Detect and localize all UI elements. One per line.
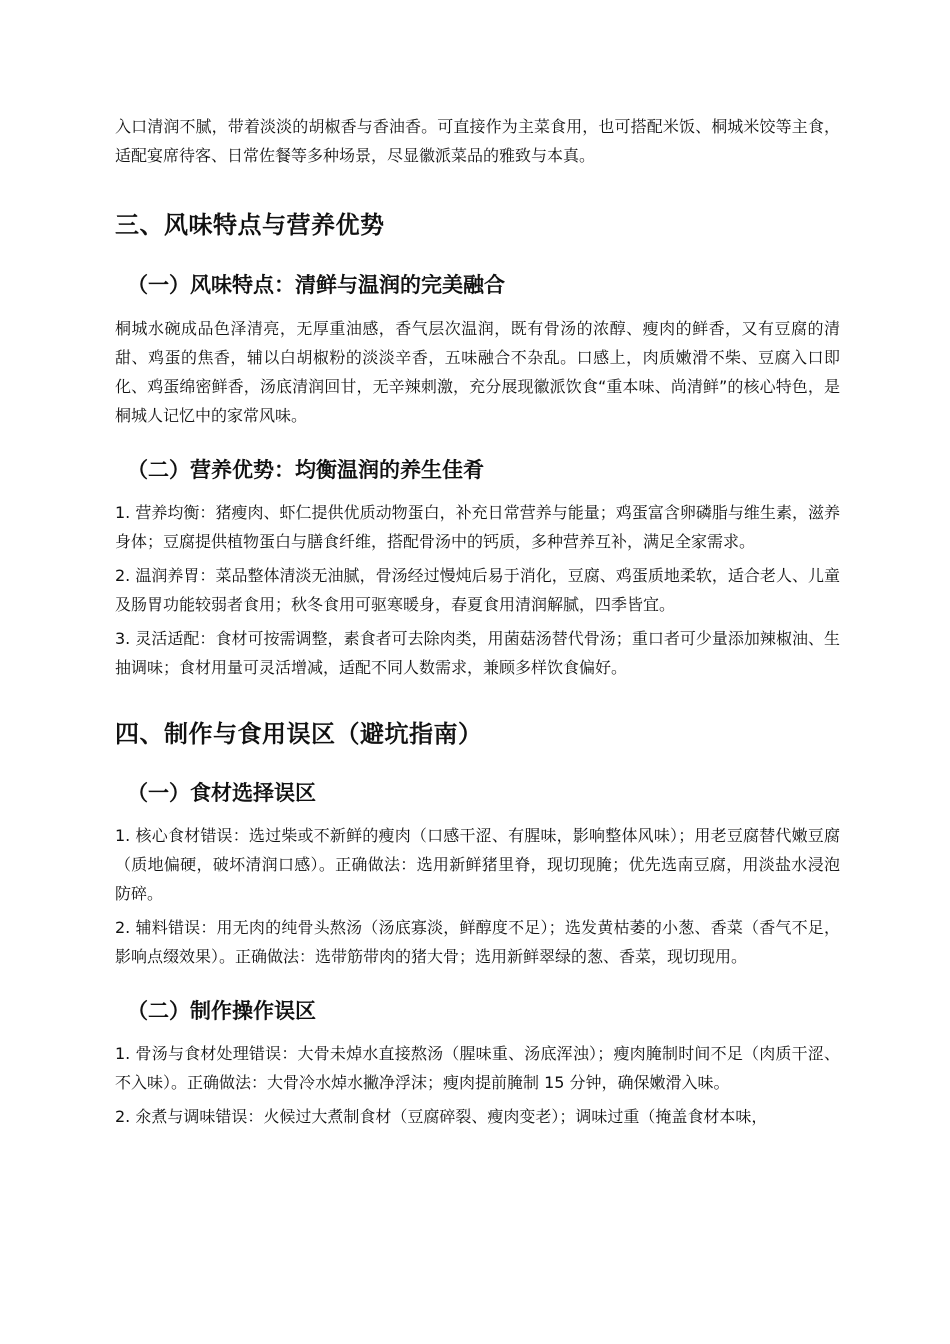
operation-mistake-item-2: 2. 氽煮与调味错误：火候过大煮制食材（豆腐碎裂、瘦肉变老）；调味过重（掩盖食材本味， <box>115 1107 768 1126</box>
nutrition-item-2: 2. 温润养胃：菜品整体清淡无油腻，骨汤经过慢炖后易于消化，豆腐、鸡蛋质地柔软，适合老人、儿童及肠胃功能较弱者食用；秋冬食用可驱寒暖身，春夏食用清润解腻，四季皆宜。 <box>115 566 840 614</box>
section-3-heading: 三、风味特点与营养优势 <box>115 211 385 239</box>
ingredient-mistake-item-2: 2. 辅料错误：用无肉的纯骨头熬汤（汤底寡淡，鲜醇度不足）；选发黄枯萎的小葱、香菜（香气不足，影响点缀效果）。正确做法：选带筋带肉的猪大骨；选用新鲜翠绿的葱、香菜，现切现用。 <box>115 918 840 966</box>
section-4-heading: 四、制作与食用误区（避坑指南） <box>115 720 483 748</box>
section-4-sub-2-heading: （二）制作操作误区 <box>127 999 316 1023</box>
section-3-sub-2-heading: （二）营养优势：均衡温润的养生佳肴 <box>127 458 484 482</box>
intro-paragraph: 入口清润不腻，带着淡淡的胡椒香与香油香。可直接作为主菜食用，也可搭配米饭、桐城米饺等主食，适配宴席待客、日常佐餐等多种场景，尽显徽派菜品的雅致与本真。 <box>115 117 840 165</box>
document-page <box>115 112 840 1131</box>
section-4-sub-1-heading: （一）食材选择误区 <box>127 781 316 805</box>
ingredient-mistake-item-1: 1. 核心食材错误：选过柴或不新鲜的瘦肉（口感干涩、有腥味，影响整体风味）；用老豆腐替代嫩豆腐（质地偏硬，破坏清润口感）。正确做法：选用新鲜猪里脊，现切现腌；优先选南豆腐，用淡盐水浸泡防碎。 <box>115 826 840 903</box>
nutrition-item-3: 3. 灵活适配：食材可按需调整，素食者可去除肉类，用菌菇汤替代骨汤；重口者可少量添加辣椒油、生抽调味；食材用量可灵活增减，适配不同人数需求，兼顾多样饮食偏好。 <box>115 629 840 677</box>
flavor-paragraph: 桐城水碗成品色泽清亮，无厚重油感，香气层次温润，既有骨汤的浓醇、瘦肉的鲜香，又有豆腐的清甜、鸡蛋的焦香，辅以白胡椒粉的淡淡辛香，五味融合不杂乱。口感上，肉质嫩滑不柴、豆腐入口即化、鸡蛋绵密鲜香，汤底清润回甘，无辛辣刺激，充分展现徽派饮食“重本味、尚清鲜”的核心特色，是桐城人记忆中的家常风味。 <box>115 319 840 425</box>
operation-mistake-item-1: 1. 骨汤与食材处理错误：大骨未焯水直接熬汤（腥味重、汤底浑浊）；瘦肉腌制时间不足（肉质干涩、不入味）。正确做法：大骨冷水焯水撇净浮沫；瘦肉提前腌制 15 分钟，确保嫩滑入味。 <box>115 1044 840 1092</box>
nutrition-item-1: 1. 营养均衡：猪瘦肉、虾仁提供优质动物蛋白，补充日常营养与能量；鸡蛋富含卵磷脂与维生素，滋养身体；豆腐提供植物蛋白与膳食纤维，搭配骨汤中的钙质，多种营养互补，满足全家需求。 <box>115 503 840 551</box>
section-3-sub-1-heading: （一）风味特点：清鲜与温润的完美融合 <box>127 273 505 297</box>
